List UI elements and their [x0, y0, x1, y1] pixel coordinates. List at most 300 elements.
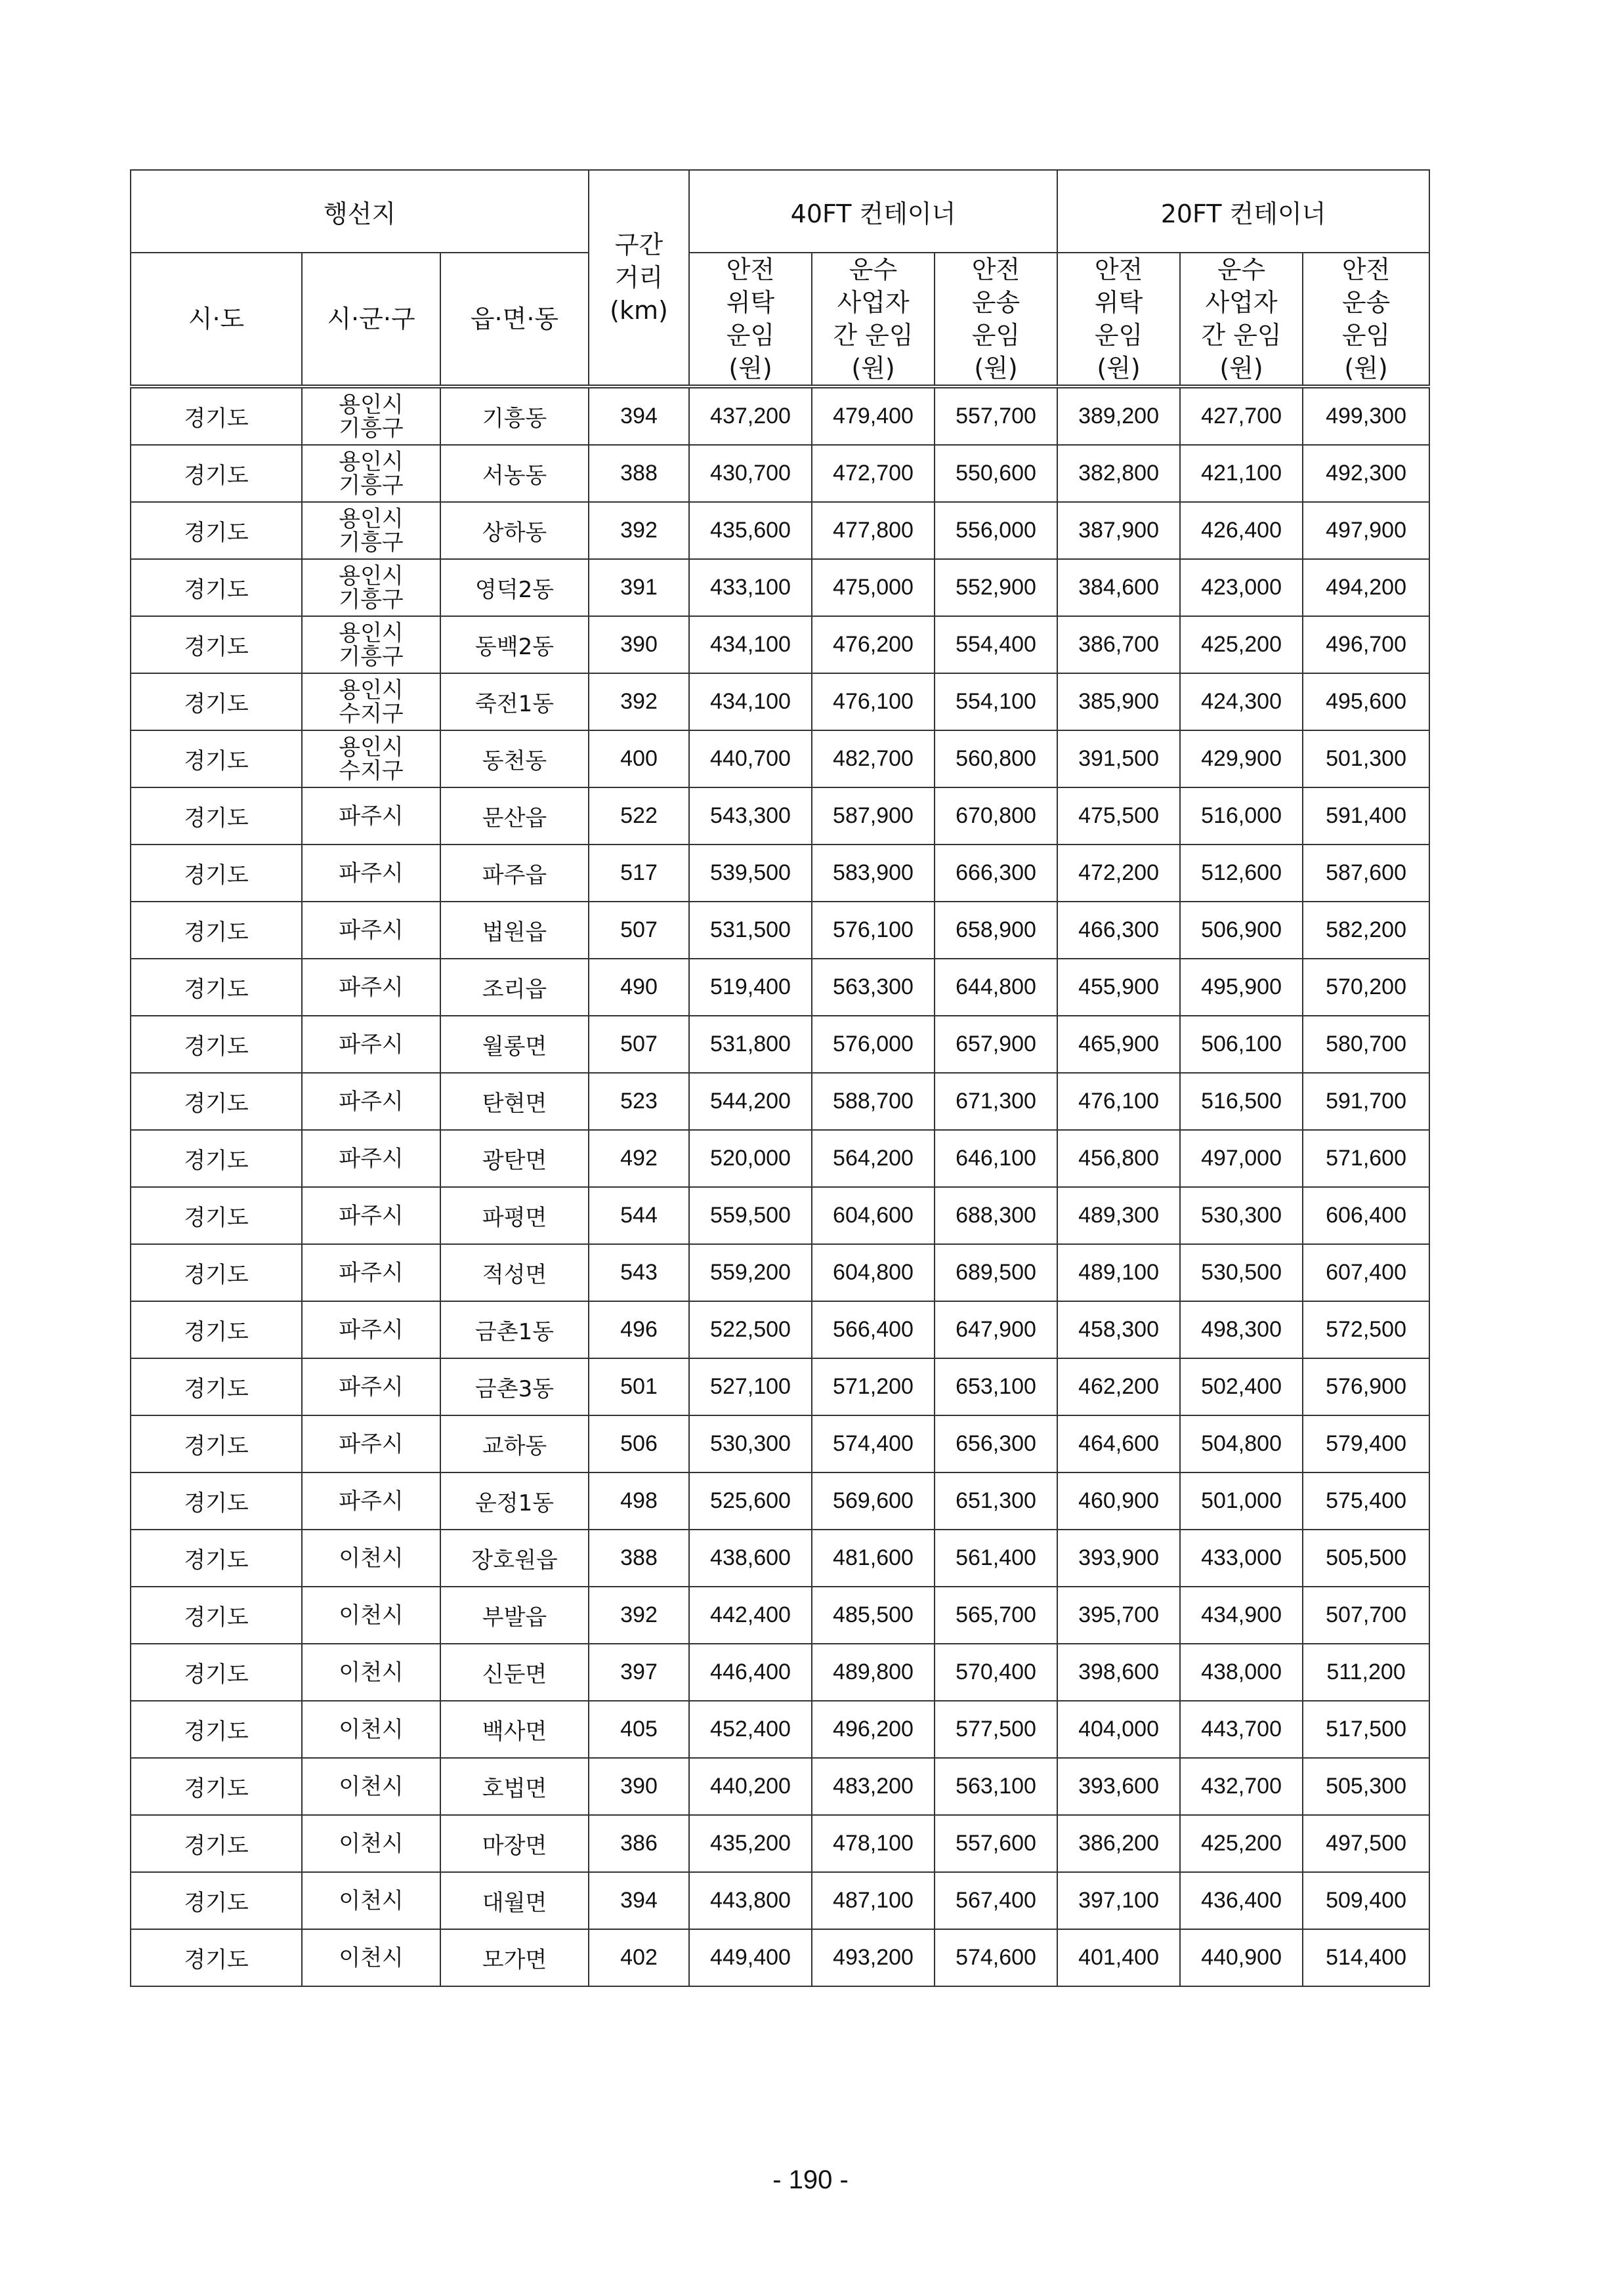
cell-sigungu: 용인시 수지구 [302, 730, 440, 787]
table-row [131, 1016, 1429, 1073]
cell-sido: 경기도 [131, 1815, 302, 1872]
cell-40ft-safe-transport: 574,600 [935, 1929, 1057, 1986]
cell-sigungu: 이천시 [302, 1872, 440, 1929]
cell-20ft-carrier: 433,000 [1180, 1530, 1303, 1587]
cell-sigungu: 용인시 기흥구 [302, 502, 440, 559]
cell-distance-km: 391 [589, 559, 689, 616]
cell-40ft-carrier: 576,000 [812, 1016, 935, 1073]
cell-sigungu: 파주시 [302, 902, 440, 959]
table-row [131, 1358, 1429, 1415]
cell-40ft-carrier: 604,800 [812, 1244, 935, 1301]
cell-sigungu: 파주시 [302, 845, 440, 902]
cell-sigungu: 파주시 [302, 1016, 440, 1073]
cell-40ft-safe-transport: 656,300 [935, 1415, 1057, 1472]
cell-20ft-safe-consign: 391,500 [1057, 730, 1180, 787]
header-distance: 구간 거리 (km) [589, 170, 689, 386]
cell-eupmyeondong: 부발읍 [440, 1587, 589, 1644]
cell-40ft-carrier: 576,100 [812, 902, 935, 959]
cell-40ft-safe-transport: 651,300 [935, 1472, 1057, 1530]
cell-sido: 경기도 [131, 1644, 302, 1701]
cell-distance-km: 402 [589, 1929, 689, 1986]
table-row [131, 1587, 1429, 1644]
cell-40ft-carrier: 564,200 [812, 1130, 935, 1187]
cell-40ft-safe-transport: 561,400 [935, 1530, 1057, 1587]
cell-sido: 경기도 [131, 1301, 302, 1358]
cell-sido: 경기도 [131, 1587, 302, 1644]
table-row [131, 1301, 1429, 1358]
cell-sigungu: 파주시 [302, 787, 440, 845]
cell-sigungu: 용인시 기흥구 [302, 445, 440, 502]
cell-sigungu: 파주시 [302, 959, 440, 1016]
cell-sigungu: 파주시 [302, 1130, 440, 1187]
cell-20ft-carrier: 427,700 [1180, 386, 1303, 445]
cell-40ft-safe-consign: 430,700 [689, 445, 812, 502]
cell-40ft-safe-consign: 435,600 [689, 502, 812, 559]
cell-eupmyeondong: 동천동 [440, 730, 589, 787]
cell-40ft-carrier: 571,200 [812, 1358, 935, 1415]
cell-eupmyeondong: 기흥동 [440, 386, 589, 445]
table-row [131, 1701, 1429, 1758]
cell-20ft-safe-consign: 385,900 [1057, 673, 1180, 730]
cell-40ft-carrier: 487,100 [812, 1872, 935, 1929]
cell-20ft-safe-transport: 507,700 [1303, 1587, 1429, 1644]
cell-40ft-safe-consign: 539,500 [689, 845, 812, 902]
cell-20ft-safe-transport: 505,300 [1303, 1758, 1429, 1815]
cell-distance-km: 386 [589, 1815, 689, 1872]
cell-sido: 경기도 [131, 1358, 302, 1415]
cell-40ft-safe-consign: 440,200 [689, 1758, 812, 1815]
cell-sido: 경기도 [131, 1187, 302, 1244]
cell-40ft-carrier: 583,900 [812, 845, 935, 902]
cell-20ft-carrier: 429,900 [1180, 730, 1303, 787]
cell-40ft-safe-consign: 519,400 [689, 959, 812, 1016]
cell-distance-km: 390 [589, 1758, 689, 1815]
cell-20ft-safe-transport: 501,300 [1303, 730, 1429, 787]
cell-20ft-carrier: 498,300 [1180, 1301, 1303, 1358]
cell-distance-km: 388 [589, 1530, 689, 1587]
cell-40ft-safe-consign: 530,300 [689, 1415, 812, 1472]
cell-sigungu: 파주시 [302, 1358, 440, 1415]
cell-40ft-safe-consign: 437,200 [689, 386, 812, 445]
cell-eupmyeondong: 모가면 [440, 1929, 589, 1986]
cell-20ft-safe-transport: 591,700 [1303, 1073, 1429, 1130]
cell-sido: 경기도 [131, 1016, 302, 1073]
cell-eupmyeondong: 백사면 [440, 1701, 589, 1758]
table-row [131, 1929, 1429, 1986]
cell-distance-km: 501 [589, 1358, 689, 1415]
cell-eupmyeondong: 서농동 [440, 445, 589, 502]
cell-20ft-safe-consign: 489,100 [1057, 1244, 1180, 1301]
cell-20ft-carrier: 423,000 [1180, 559, 1303, 616]
cell-40ft-safe-transport: 550,600 [935, 445, 1057, 502]
table-row [131, 445, 1429, 502]
cell-40ft-safe-transport: 556,000 [935, 502, 1057, 559]
cell-sido: 경기도 [131, 1130, 302, 1187]
cell-sigungu: 용인시 기흥구 [302, 616, 440, 673]
cell-20ft-carrier: 497,000 [1180, 1130, 1303, 1187]
cell-40ft-safe-consign: 559,500 [689, 1187, 812, 1244]
cell-sigungu: 이천시 [302, 1530, 440, 1587]
cell-20ft-carrier: 502,400 [1180, 1358, 1303, 1415]
header-20ft-safe-transport-rate: 안전 운송 운임 (원) [1303, 253, 1429, 386]
cell-sido: 경기도 [131, 730, 302, 787]
cell-40ft-safe-consign: 440,700 [689, 730, 812, 787]
cell-20ft-carrier: 516,500 [1180, 1073, 1303, 1130]
cell-40ft-safe-consign: 522,500 [689, 1301, 812, 1358]
cell-eupmyeondong: 적성면 [440, 1244, 589, 1301]
cell-40ft-safe-consign: 527,100 [689, 1358, 812, 1415]
cell-40ft-carrier: 478,100 [812, 1815, 935, 1872]
cell-sigungu: 이천시 [302, 1587, 440, 1644]
cell-40ft-carrier: 483,200 [812, 1758, 935, 1815]
cell-40ft-carrier: 566,400 [812, 1301, 935, 1358]
cell-20ft-safe-transport: 570,200 [1303, 959, 1429, 1016]
cell-eupmyeondong: 운정1동 [440, 1472, 589, 1530]
cell-40ft-safe-transport: 557,600 [935, 1815, 1057, 1872]
cell-20ft-safe-consign: 476,100 [1057, 1073, 1180, 1130]
cell-sido: 경기도 [131, 1929, 302, 1986]
cell-20ft-carrier: 443,700 [1180, 1701, 1303, 1758]
cell-40ft-carrier: 569,600 [812, 1472, 935, 1530]
cell-40ft-safe-transport: 567,400 [935, 1872, 1057, 1929]
cell-40ft-safe-transport: 666,300 [935, 845, 1057, 902]
cell-20ft-safe-consign: 472,200 [1057, 845, 1180, 902]
cell-distance-km: 394 [589, 386, 689, 445]
cell-sido: 경기도 [131, 1701, 302, 1758]
cell-40ft-safe-transport: 658,900 [935, 902, 1057, 959]
cell-20ft-safe-transport: 497,900 [1303, 502, 1429, 559]
table-row [131, 673, 1429, 730]
cell-sido: 경기도 [131, 1415, 302, 1472]
cell-40ft-carrier: 477,800 [812, 502, 935, 559]
cell-40ft-carrier: 604,600 [812, 1187, 935, 1244]
table-body [131, 386, 1429, 1986]
cell-20ft-carrier: 516,000 [1180, 787, 1303, 845]
cell-distance-km: 507 [589, 1016, 689, 1073]
cell-distance-km: 392 [589, 1587, 689, 1644]
table-row [131, 1415, 1429, 1472]
cell-40ft-safe-transport: 689,500 [935, 1244, 1057, 1301]
cell-20ft-safe-consign: 393,900 [1057, 1530, 1180, 1587]
cell-distance-km: 400 [589, 730, 689, 787]
cell-distance-km: 544 [589, 1187, 689, 1244]
cell-40ft-safe-transport: 552,900 [935, 559, 1057, 616]
cell-eupmyeondong: 문산읍 [440, 787, 589, 845]
cell-distance-km: 388 [589, 445, 689, 502]
cell-sigungu: 이천시 [302, 1644, 440, 1701]
cell-20ft-safe-consign: 460,900 [1057, 1472, 1180, 1530]
header-40ft-container: 40FT 컨테이너 [689, 170, 1057, 253]
cell-20ft-safe-transport: 579,400 [1303, 1415, 1429, 1472]
cell-20ft-safe-consign: 466,300 [1057, 902, 1180, 959]
header-40ft-safe-transport-rate: 안전 운송 운임 (원) [935, 253, 1057, 386]
cell-sigungu: 파주시 [302, 1472, 440, 1530]
cell-40ft-safe-transport: 646,100 [935, 1130, 1057, 1187]
cell-40ft-safe-consign: 520,000 [689, 1130, 812, 1187]
cell-20ft-safe-consign: 404,000 [1057, 1701, 1180, 1758]
cell-40ft-safe-consign: 543,300 [689, 787, 812, 845]
cell-sido: 경기도 [131, 845, 302, 902]
cell-eupmyeondong: 조리읍 [440, 959, 589, 1016]
cell-20ft-safe-consign: 386,700 [1057, 616, 1180, 673]
cell-40ft-carrier: 493,200 [812, 1929, 935, 1986]
table-row [131, 1872, 1429, 1929]
cell-eupmyeondong: 호법면 [440, 1758, 589, 1815]
header-sido: 시·도 [131, 253, 302, 386]
cell-40ft-safe-transport: 563,100 [935, 1758, 1057, 1815]
cell-distance-km: 517 [589, 845, 689, 902]
cell-20ft-carrier: 436,400 [1180, 1872, 1303, 1929]
cell-20ft-carrier: 495,900 [1180, 959, 1303, 1016]
cell-sido: 경기도 [131, 1872, 302, 1929]
header-eupmyeondong: 읍·면·동 [440, 253, 589, 386]
table-row [131, 1815, 1429, 1872]
cell-eupmyeondong: 동백2동 [440, 616, 589, 673]
cell-20ft-safe-transport: 497,500 [1303, 1815, 1429, 1872]
cell-40ft-safe-transport: 557,700 [935, 386, 1057, 445]
cell-20ft-safe-transport: 580,700 [1303, 1016, 1429, 1073]
cell-40ft-safe-consign: 559,200 [689, 1244, 812, 1301]
cell-40ft-safe-consign: 433,100 [689, 559, 812, 616]
cell-eupmyeondong: 금촌1동 [440, 1301, 589, 1358]
cell-sido: 경기도 [131, 445, 302, 502]
cell-20ft-safe-consign: 462,200 [1057, 1358, 1180, 1415]
cell-sigungu: 파주시 [302, 1073, 440, 1130]
cell-40ft-safe-transport: 644,800 [935, 959, 1057, 1016]
table-row [131, 1472, 1429, 1530]
cell-20ft-carrier: 432,700 [1180, 1758, 1303, 1815]
cell-40ft-carrier: 587,900 [812, 787, 935, 845]
cell-eupmyeondong: 대월면 [440, 1872, 589, 1929]
cell-20ft-safe-consign: 398,600 [1057, 1644, 1180, 1701]
cell-20ft-carrier: 504,800 [1180, 1415, 1303, 1472]
cell-40ft-safe-transport: 565,700 [935, 1587, 1057, 1644]
cell-20ft-safe-consign: 384,600 [1057, 559, 1180, 616]
cell-40ft-safe-transport: 671,300 [935, 1073, 1057, 1130]
cell-40ft-carrier: 482,700 [812, 730, 935, 787]
cell-20ft-carrier: 434,900 [1180, 1587, 1303, 1644]
cell-20ft-safe-transport: 492,300 [1303, 445, 1429, 502]
cell-20ft-safe-consign: 395,700 [1057, 1587, 1180, 1644]
cell-40ft-safe-transport: 554,400 [935, 616, 1057, 673]
cell-distance-km: 492 [589, 1130, 689, 1187]
cell-40ft-safe-transport: 653,100 [935, 1358, 1057, 1415]
cell-20ft-carrier: 421,100 [1180, 445, 1303, 502]
header-sigungu: 시·군·구 [302, 253, 440, 386]
cell-40ft-safe-transport: 670,800 [935, 787, 1057, 845]
cell-40ft-safe-consign: 531,800 [689, 1016, 812, 1073]
cell-eupmyeondong: 신둔면 [440, 1644, 589, 1701]
header-20ft-safe-consign-rate: 안전 위탁 운임 (원) [1057, 253, 1180, 386]
cell-40ft-carrier: 479,400 [812, 386, 935, 445]
cell-eupmyeondong: 상하동 [440, 502, 589, 559]
cell-sido: 경기도 [131, 902, 302, 959]
cell-sigungu: 용인시 수지구 [302, 673, 440, 730]
cell-sigungu: 파주시 [302, 1415, 440, 1472]
cell-40ft-safe-consign: 449,400 [689, 1929, 812, 1986]
cell-20ft-safe-consign: 401,400 [1057, 1929, 1180, 1986]
cell-40ft-safe-consign: 544,200 [689, 1073, 812, 1130]
cell-20ft-safe-consign: 393,600 [1057, 1758, 1180, 1815]
cell-sigungu: 용인시 기흥구 [302, 559, 440, 616]
cell-20ft-safe-consign: 456,800 [1057, 1130, 1180, 1187]
cell-40ft-safe-transport: 657,900 [935, 1016, 1057, 1073]
table-row [131, 730, 1429, 787]
cell-20ft-carrier: 425,200 [1180, 1815, 1303, 1872]
cell-20ft-carrier: 530,300 [1180, 1187, 1303, 1244]
cell-sido: 경기도 [131, 502, 302, 559]
cell-20ft-safe-consign: 386,200 [1057, 1815, 1180, 1872]
cell-distance-km: 490 [589, 959, 689, 1016]
cell-40ft-carrier: 481,600 [812, 1530, 935, 1587]
cell-40ft-safe-transport: 647,900 [935, 1301, 1057, 1358]
table-row [131, 1644, 1429, 1701]
cell-distance-km: 543 [589, 1244, 689, 1301]
cell-sigungu: 이천시 [302, 1701, 440, 1758]
cell-eupmyeondong: 마장면 [440, 1815, 589, 1872]
cell-40ft-carrier: 563,300 [812, 959, 935, 1016]
cell-20ft-safe-consign: 397,100 [1057, 1872, 1180, 1929]
cell-distance-km: 394 [589, 1872, 689, 1929]
cell-40ft-carrier: 588,700 [812, 1073, 935, 1130]
table-row [131, 959, 1429, 1016]
cell-20ft-safe-consign: 464,600 [1057, 1415, 1180, 1472]
cell-20ft-carrier: 440,900 [1180, 1929, 1303, 1986]
cell-20ft-carrier: 501,000 [1180, 1472, 1303, 1530]
cell-40ft-safe-consign: 438,600 [689, 1530, 812, 1587]
cell-40ft-safe-transport: 688,300 [935, 1187, 1057, 1244]
table-row [131, 787, 1429, 845]
cell-20ft-carrier: 425,200 [1180, 616, 1303, 673]
cell-sigungu: 파주시 [302, 1244, 440, 1301]
cell-40ft-safe-transport: 570,400 [935, 1644, 1057, 1701]
cell-40ft-carrier: 476,200 [812, 616, 935, 673]
cell-distance-km: 498 [589, 1472, 689, 1530]
cell-eupmyeondong: 파평면 [440, 1187, 589, 1244]
cell-20ft-safe-transport: 572,500 [1303, 1301, 1429, 1358]
cell-sigungu: 이천시 [302, 1758, 440, 1815]
cell-20ft-safe-transport: 509,400 [1303, 1872, 1429, 1929]
cell-sido: 경기도 [131, 1472, 302, 1530]
cell-40ft-carrier: 574,400 [812, 1415, 935, 1472]
cell-40ft-safe-transport: 560,800 [935, 730, 1057, 787]
freight-rate-table [130, 169, 1430, 1987]
cell-eupmyeondong: 교하동 [440, 1415, 589, 1472]
cell-distance-km: 405 [589, 1701, 689, 1758]
cell-eupmyeondong: 영덕2동 [440, 559, 589, 616]
cell-sido: 경기도 [131, 386, 302, 445]
cell-sido: 경기도 [131, 959, 302, 1016]
cell-40ft-safe-consign: 443,800 [689, 1872, 812, 1929]
page-number: - 190 - [772, 2165, 849, 2194]
cell-eupmyeondong: 파주읍 [440, 845, 589, 902]
cell-distance-km: 506 [589, 1415, 689, 1472]
table-row [131, 1130, 1429, 1187]
cell-20ft-carrier: 426,400 [1180, 502, 1303, 559]
cell-20ft-carrier: 438,000 [1180, 1644, 1303, 1701]
cell-40ft-safe-consign: 446,400 [689, 1644, 812, 1701]
cell-20ft-safe-transport: 496,700 [1303, 616, 1429, 673]
cell-20ft-safe-transport: 587,600 [1303, 845, 1429, 902]
table-row [131, 1244, 1429, 1301]
header-40ft-safe-consign-rate: 안전 위탁 운임 (원) [689, 253, 812, 386]
cell-40ft-safe-consign: 531,500 [689, 902, 812, 959]
cell-sido: 경기도 [131, 673, 302, 730]
cell-sigungu: 이천시 [302, 1929, 440, 1986]
header-40ft-carrier-rate: 운수 사업자 간 운임 (원) [812, 253, 935, 386]
cell-20ft-safe-transport: 517,500 [1303, 1701, 1429, 1758]
cell-sido: 경기도 [131, 1758, 302, 1815]
cell-20ft-safe-transport: 576,900 [1303, 1358, 1429, 1415]
cell-40ft-carrier: 475,000 [812, 559, 935, 616]
table-row [131, 1073, 1429, 1130]
cell-40ft-carrier: 496,200 [812, 1701, 935, 1758]
cell-20ft-safe-consign: 387,900 [1057, 502, 1180, 559]
cell-sido: 경기도 [131, 787, 302, 845]
cell-20ft-carrier: 512,600 [1180, 845, 1303, 902]
cell-sigungu: 이천시 [302, 1815, 440, 1872]
cell-20ft-carrier: 424,300 [1180, 673, 1303, 730]
cell-20ft-safe-transport: 511,200 [1303, 1644, 1429, 1701]
cell-40ft-safe-consign: 434,100 [689, 673, 812, 730]
cell-sido: 경기도 [131, 1073, 302, 1130]
cell-sigungu: 용인시 기흥구 [302, 386, 440, 445]
header-destination: 행선지 [131, 170, 589, 253]
table-row [131, 902, 1429, 959]
header-20ft-container: 20FT 컨테이너 [1057, 170, 1429, 253]
cell-20ft-carrier: 530,500 [1180, 1244, 1303, 1301]
cell-distance-km: 397 [589, 1644, 689, 1701]
cell-eupmyeondong: 탄현면 [440, 1073, 589, 1130]
cell-distance-km: 392 [589, 673, 689, 730]
cell-eupmyeondong: 장호원읍 [440, 1530, 589, 1587]
cell-20ft-safe-consign: 382,800 [1057, 445, 1180, 502]
cell-20ft-safe-consign: 455,900 [1057, 959, 1180, 1016]
cell-20ft-safe-transport: 607,400 [1303, 1244, 1429, 1301]
cell-20ft-safe-transport: 591,400 [1303, 787, 1429, 845]
cell-20ft-safe-transport: 575,400 [1303, 1472, 1429, 1530]
cell-20ft-safe-consign: 475,500 [1057, 787, 1180, 845]
cell-eupmyeondong: 월롱면 [440, 1016, 589, 1073]
cell-sigungu: 파주시 [302, 1301, 440, 1358]
cell-sido: 경기도 [131, 1244, 302, 1301]
cell-20ft-safe-consign: 389,200 [1057, 386, 1180, 445]
cell-40ft-safe-consign: 435,200 [689, 1815, 812, 1872]
cell-20ft-safe-consign: 458,300 [1057, 1301, 1180, 1358]
cell-20ft-safe-transport: 606,400 [1303, 1187, 1429, 1244]
cell-sido: 경기도 [131, 559, 302, 616]
cell-40ft-safe-consign: 452,400 [689, 1701, 812, 1758]
cell-eupmyeondong: 법원읍 [440, 902, 589, 959]
cell-20ft-safe-transport: 494,200 [1303, 559, 1429, 616]
header-20ft-carrier-rate: 운수 사업자 간 운임 (원) [1180, 253, 1303, 386]
cell-40ft-safe-consign: 434,100 [689, 616, 812, 673]
cell-20ft-carrier: 506,100 [1180, 1016, 1303, 1073]
cell-20ft-safe-transport: 505,500 [1303, 1530, 1429, 1587]
cell-distance-km: 507 [589, 902, 689, 959]
cell-eupmyeondong: 광탄면 [440, 1130, 589, 1187]
cell-sigungu: 파주시 [302, 1187, 440, 1244]
table-row [131, 502, 1429, 559]
cell-distance-km: 390 [589, 616, 689, 673]
cell-40ft-carrier: 472,700 [812, 445, 935, 502]
cell-20ft-safe-consign: 465,900 [1057, 1016, 1180, 1073]
cell-20ft-carrier: 506,900 [1180, 902, 1303, 959]
cell-20ft-safe-consign: 489,300 [1057, 1187, 1180, 1244]
cell-40ft-carrier: 476,100 [812, 673, 935, 730]
table-row [131, 1530, 1429, 1587]
cell-40ft-safe-consign: 525,600 [689, 1472, 812, 1530]
